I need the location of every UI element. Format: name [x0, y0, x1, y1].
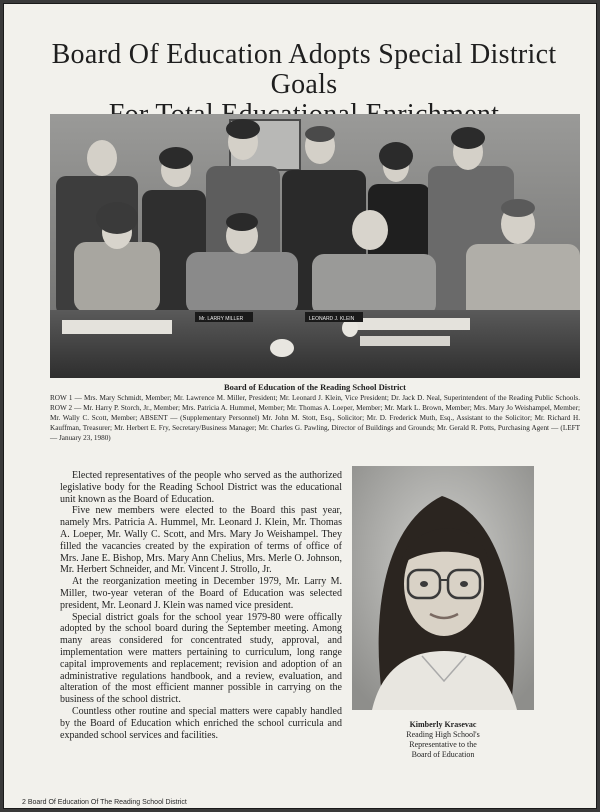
article-paragraph-3: At the reorganization meeting in December 1979, Mr. Larry M. Miller, two-year veteran of the Board of Education was selected president, Mr. Leonard J. Klein was named vice president.	[60, 576, 342, 611]
portrait-caption-line-2: Representative to the	[409, 740, 477, 749]
portrait-name: Kimberly Krasevac	[409, 720, 477, 729]
article-paragraph-2: Five new members were elected to the Board this past year, namely Mrs. Patricia A. Hummel, Mr. Leonard J. Klein, Mr. Thomas A. Loeper, Mr. Wally C. Scott, and Mrs. Mary Jo Weishampel. They filled the vacancies created by the expiration of terms of office of Mrs. Jane E. Bishop, Mrs. Mary Ann Chelius, Mrs. Merle O. Johnson, Mr. Herbert Schneider, and Mr. Vincent J. Strollo, Jr.	[60, 505, 342, 576]
article-paragraph-4: Special district goals for the school year 1979-80 were offically adopted by the school board during the September meeting. Among many areas considered for concentrated study, approval, and implementation were matters pertaining to curriculum, long range capital improvements and replacement; revision and adoption of an administrative regulations handbook, and a review, evaluation, and alteration of the most efficient manner possible in carrying on the business of the school district.	[60, 611, 342, 706]
yearbook-page	[3, 3, 597, 809]
page-footer: 2 Board Of Education Of The Reading School District	[22, 799, 187, 806]
portrait-caption	[352, 720, 534, 760]
photo-caption-title: Board of Education of the Reading School District	[223, 382, 407, 392]
nameplate-2: LEONARD J. KLEIN	[309, 316, 355, 322]
article-body	[60, 470, 342, 741]
article-paragraph-1: Elected representatives of the people who served as the authorized legislative body for the Reading School District was the educational unit known as the Board of Education.	[60, 470, 342, 505]
photo-caption-body: ROW 1 — Mrs. Mary Schmidt, Member; Mr. Lawrence M. Miller, President; Mr. Leonard J. Klein, Vice President; Dr. Jack D. Neal, Superintendent of the Reading Public Schools. ROW 2 — Mr. Harry P. Storch, Jr., Member; Mrs. Patricia A. Hummel, Member; Mr. Thomas A. Loeper, Member; Mr. Mark L. Brown, Member; Mrs. Mary Jo Weishampel, Member; Mr. Wally C. Scott, Member; ABSENT — (Supplementary Personnel) Mr. John M. Stott, Esq., Solicitor; Mr. D. Frederick Muth, Esq., Assistant to the Solicitor; Mr. Richard H. Kauffman, Treasurer; Mr. Herbert E. Fry, Secretary/Business Manager; Mr. Charles G. Pawling, Director of Buildings and Grounds; Mr. Gerald R. Potts, Purchasing Agent — (LEFT — January 23, 1980)	[50, 394, 580, 442]
portrait-photo-image	[352, 466, 534, 710]
nameplate-1: Mr. LARRY MILLER	[199, 316, 244, 322]
portrait-photo	[352, 466, 534, 710]
board-group-photo-image	[50, 114, 580, 378]
portrait-caption-line-3: Board of Education	[411, 750, 475, 759]
headline-line-1: Board Of Education Adopts Special District Goals	[51, 39, 557, 100]
board-group-photo	[50, 114, 580, 378]
portrait-caption-line-1: Reading High School's	[406, 730, 480, 739]
article-paragraph-5: Countless other routine and special matters were capably handled by the Board of Education which enriched the school curricula and expanded school services and facilities.	[60, 705, 342, 741]
